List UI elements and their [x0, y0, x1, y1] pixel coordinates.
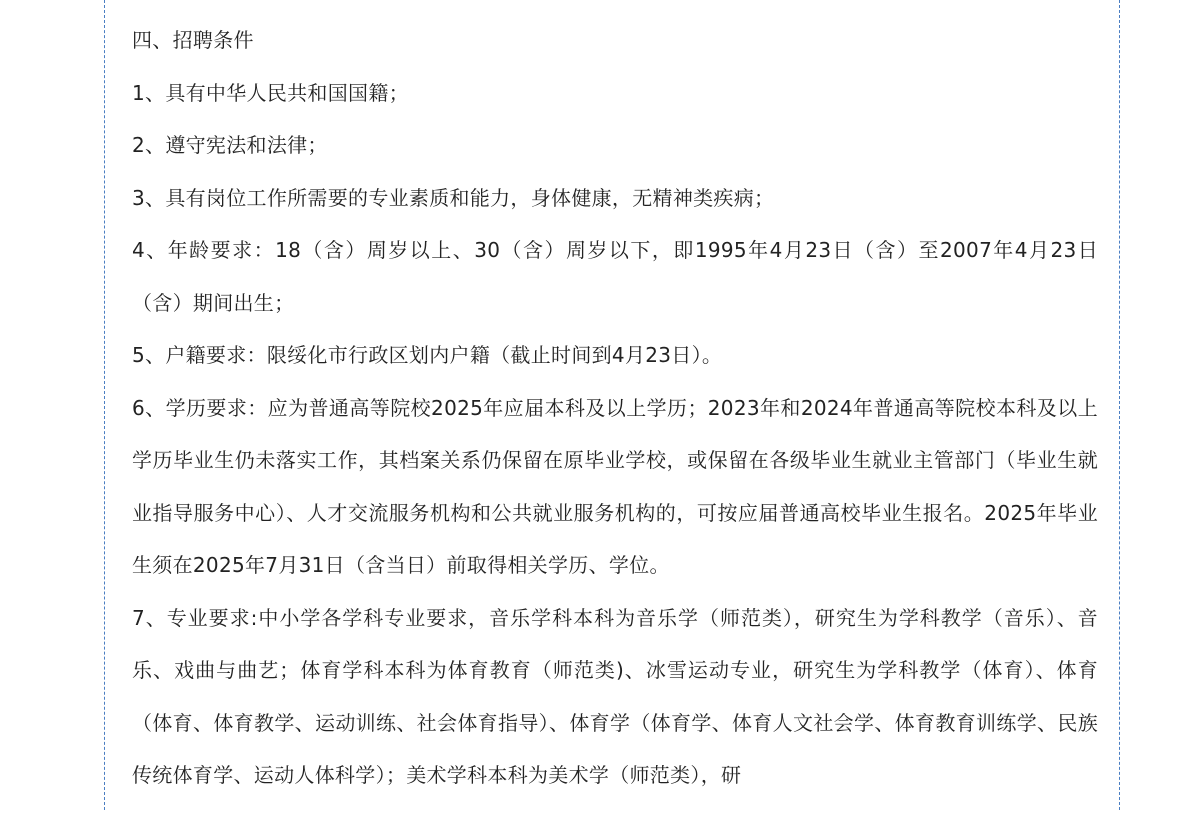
requirement-item-5: 5、户籍要求：限绥化市行政区划内户籍（截止时间到4月23日）。 — [132, 343, 723, 367]
requirement-item-1: 1、具有中华人民共和国国籍； — [132, 80, 409, 105]
requirement-item-2: 2、遵守宪法和法律； — [132, 133, 328, 157]
section-title: 四、招聘条件 — [132, 28, 254, 52]
requirement-item-4: 4、年龄要求：18（含）周岁以上、30（含）周岁以下，即1995年4月23日（含）至2007年4月23日（含）期间出生； — [132, 238, 1098, 315]
article-frame — [104, 0, 1120, 810]
requirement-item-3: 3、具有岗位工作所需要的专业素质和能力，身体健康，无精神类疾病； — [132, 185, 775, 210]
article-body — [132, 14, 1098, 802]
requirement-item-7: 7、专业要求:中小学各学科专业要求，音乐学科本科为音乐学（师范类），研究生为学科教学（音乐）、音乐、戏曲与曲艺；体育学科本科为体育教育（师范类)、冰雪运动专业，研究生为学科教学（体育）、体育（体育、体育教学、运动训练、社会体育指导）、体育学（体育学、体育人文社会学、体育教育训练学、民族传统体育学、运动人体科学）；美术学科本科为美术学（师范类），研 — [132, 605, 1098, 787]
requirement-item-6: 6、学历要求：应为普通高等院校2025年应届本科及以上学历；2023年和2024年普通高等院校本科及以上学历毕业生仍未落实工作，其档案关系仍保留在原毕业学校，或保留在各级毕业生就业主管部门（毕业生就业指导服务中心）、人才交流服务机构和公共就业服务机构的，可按应届普通高校毕业生报名。2025年毕业生须在2025年7月31日（含当日）前取得相关学历、学位。 — [132, 395, 1098, 577]
